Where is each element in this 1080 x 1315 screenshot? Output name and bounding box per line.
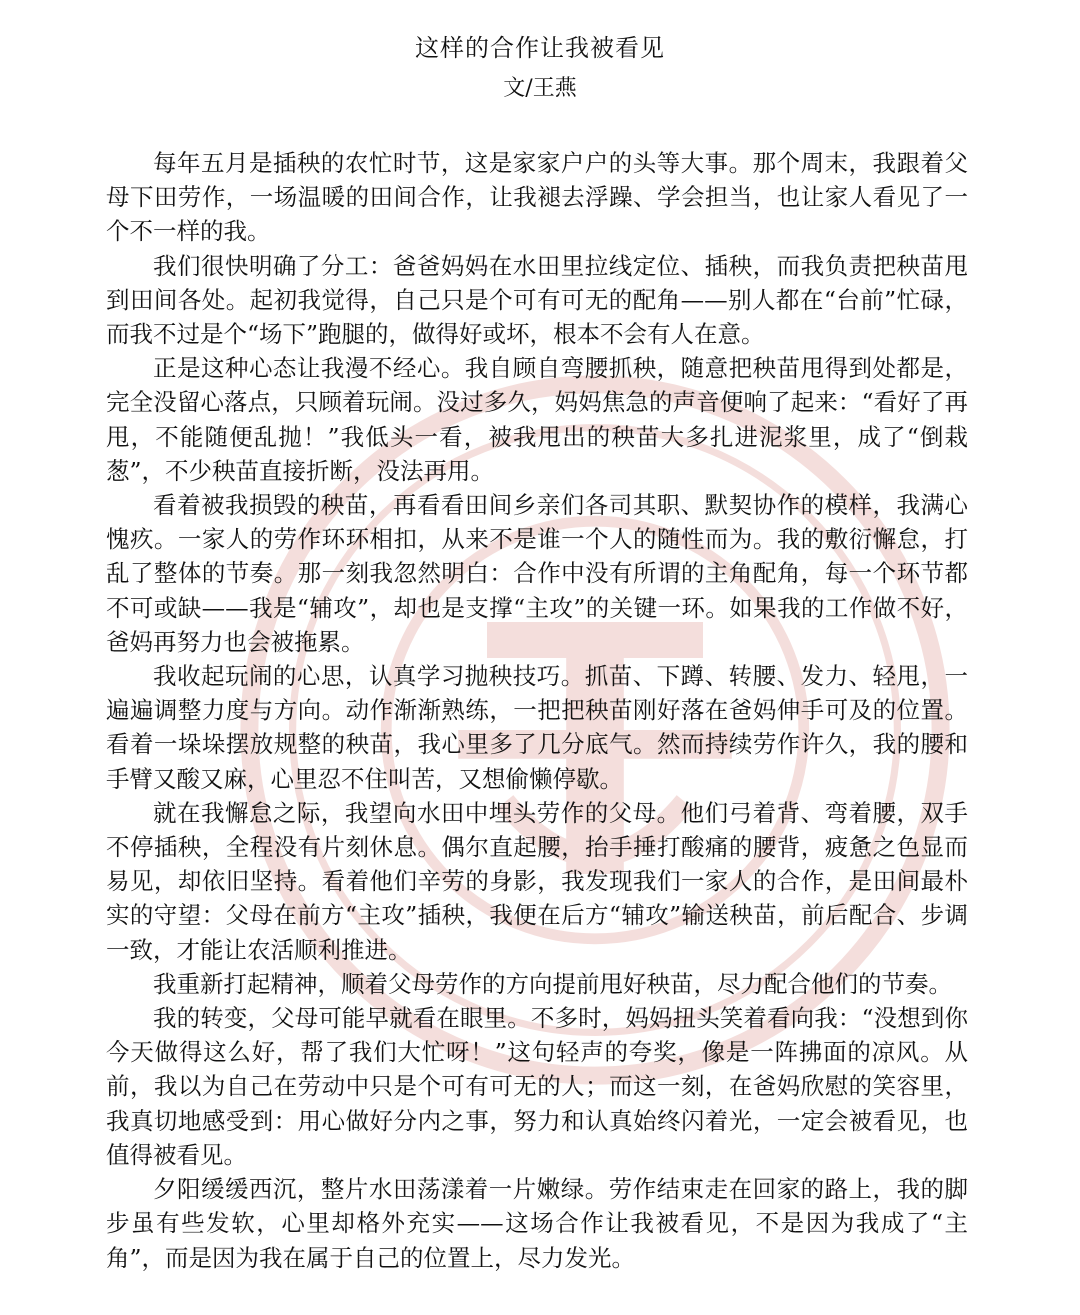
paragraph: 我收起玩闹的心思，认真学习抛秧技巧。抓苗、下蹲、转腰、发力、轻甩，一遍遍调整力度与方向。动作渐渐熟练，一把把秧苗刚好落在爸妈伸手可及的位置。看着一垛垛摆放规整的秧苗，我心里多了几分底气。然而持续劳作许久，我的腰和手臂又酸又麻，心里忍不住叫苦，又想偷懒停歇。	[106, 662, 968, 793]
paragraph: 我的转变，父母可能早就看在眼里。不多时，妈妈扭头笑着看向我：“没想到你今天做得这么好，帮了我们大忙呀！”这句轻声的夸奖，像是一阵拂面的凉风。从前，我以为自己在劳动中只是个可有可无的人；而这一刻，在爸妈欣慰的笑容里，我真切地感受到：用心做好分内之事，努力和认真始终闪着光，一定会被看见，也值得被看见。	[106, 1004, 968, 1169]
document-header	[0, 30, 1080, 106]
document-byline: 文/王燕	[503, 76, 577, 101]
document-title: 这样的合作让我被看见	[415, 34, 665, 62]
paragraph: 我们很快明确了分工：爸爸妈妈在水田里拉线定位、插秧，而我负责把秧苗甩到田间各处。起初我觉得，自己只是个可有可无的配角——别人都在“台前”忙碌，而我不过是个“场下”跑腿的，做得好或坏，根本不会有人在意。	[106, 251, 968, 349]
paragraph: 夕阳缓缓西沉，整片水田荡漾着一片嫩绿。劳作结束走在回家的路上，我的脚步虽有些发软，心里却格外充实——这场合作让我被看见，不是因为我成了“主角”，而是因为我在属于自己的位置上，尽力发光。	[106, 1175, 968, 1272]
document-body	[106, 146, 968, 1275]
paragraph: 就在我懈怠之际，我望向水田中埋头劳作的父母。他们弓着背、弯着腰，双手不停插秧，全程没有片刻休息。偶尔直起腰，抬手捶打酸痛的腰背，疲惫之色显而易见，却依旧坚持。看着他们辛劳的身影，我发现我们一家人的合作，是田间最朴实的守望：父母在前方“主攻”插秧，我便在后方“辅攻”输送秧苗，前后配合、步调一致，才能让农活顺利推进。	[106, 798, 968, 964]
paragraph: 我重新打起精神，顺着父母劳作的方向提前甩好秧苗，尽力配合他们的节奏。	[153, 969, 952, 998]
paragraph: 正是这种心态让我漫不经心。我自顾自弯腰抓秧，随意把秧苗甩得到处都是，完全没留心落点，只顾着玩闹。没过多久，妈妈焦急的声音便响了起来：“看好了再甩，不能随便乱抛！”我低头一看，被我甩出的秧苗大多扎进泥浆里，成了“倒栽葱”，不少秧苗直接折断，没法再用。	[106, 354, 968, 485]
paragraph: 每年五月是插秧的农忙时节，这是家家户户的头等大事。那个周末，我跟着父母下田劳作，一场温暖的田间合作，让我褪去浮躁、学会担当，也让家人看见了一个不一样的我。	[106, 149, 968, 246]
paragraph: 看着被我损毁的秧苗，再看看田间乡亲们各司其职、默契协作的模样，我满心愧疚。一家人的劳作环环相扣，从来不是谁一个人的随性而为。我的敷衍懈怠，打乱了整体的节奏。那一刻我忽然明白：合作中没有所谓的主角配角，每一个环节都不可或缺——我是“辅攻”，却也是支撑“主攻”的关键一环。如果我的工作做不好，爸妈再努力也会被拖累。	[106, 491, 968, 656]
